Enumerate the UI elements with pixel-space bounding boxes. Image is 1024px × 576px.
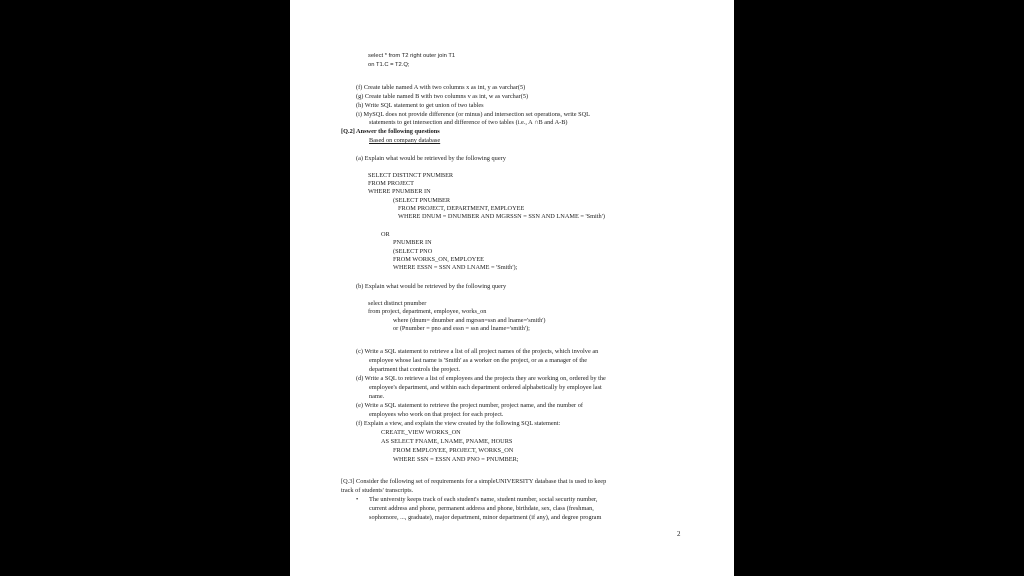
question-item-i-cont: statements to get intersection and difference of two tables (i.e., A ∩B and A-B)	[369, 119, 568, 126]
query-line: where (dnum= dnumber and mgrssn=ssn and lname='smith')	[393, 317, 546, 324]
query-line: PNUMBER IN	[393, 239, 432, 246]
query-line: FROM PROJECT	[368, 180, 415, 187]
q2-heading: [Q.2] Answer the following questions	[341, 128, 440, 135]
query-line: select distinct pnumber	[368, 300, 427, 307]
question-item-f: (f) Create table named A with two columns x as int, y as varchar(5)	[356, 84, 526, 91]
question-item-h: (h) Write SQL statement to get union of two tables	[356, 102, 484, 109]
q2-f-prompt: (f) Explain a view, and explain the view created by the following SQL statement:	[356, 420, 561, 427]
q2-d-text: name.	[369, 393, 385, 400]
sql-line: on T1.C = T2.Q;	[368, 62, 410, 68]
question-item-i: (i) MySQL does not provide difference (or minus) and intersection set operations, write SQL	[356, 111, 590, 118]
q2-e-text: employees who work on that project for each project.	[369, 411, 504, 418]
query-line: WHERE ESSN = SSN AND LNAME = 'Smith');	[393, 264, 518, 271]
q3-bullet-text: sophomore, ..., graduate), major department, minor department (if any), and degree program	[369, 514, 602, 521]
q2-c-text: department that controls the project.	[369, 366, 461, 373]
or-label: OR	[381, 231, 390, 238]
query-line: FROM WORKS_ON, EMPLOYEE	[393, 256, 485, 263]
q3-bullet-text: The university keeps track of each student's name, student number, social security number,	[369, 496, 598, 503]
query-line: (SELECT PNUMBER	[393, 197, 451, 204]
query-line: FROM PROJECT, DEPARTMENT, EMPLOYEE	[398, 205, 525, 212]
view-line: WHERE SSN = ESSN AND PNO = PNUMBER;	[393, 456, 519, 463]
q3-bullet-text: current address and phone, permanent address and phone, birthdate, sex, class (freshman,	[369, 505, 594, 512]
q2-a-prompt: (a) Explain what would be retrieved by the following query	[356, 155, 506, 162]
query-line: WHERE PNUMBER IN	[368, 188, 431, 195]
q2-d-text: employee's department, and within each department ordered alphabetically by employee last	[369, 384, 602, 391]
query-line: (SELECT PNO	[393, 248, 433, 255]
question-item-g: (g) Create table named B with two columns v as int, w as varchar(5)	[356, 93, 529, 100]
view-line: AS SELECT FNAME, LNAME, PNAME, HOURS	[381, 438, 513, 445]
view-line: FROM EMPLOYEE, PROJECT, WORKS_ON	[393, 447, 514, 454]
q3-intro: [Q.3] Consider the following set of requirements for a simpleUNIVERSITY database that is used to keep	[341, 478, 607, 485]
q2-b-prompt: (b) Explain what would be retrieved by the following query	[356, 283, 507, 290]
q2-d-text: (d) Write a SQL to retrieve a list of employees and the projects they are working on, ordered by the	[356, 375, 606, 382]
query-line: or (Pnumber = pno and essn = ssn and lname='smith');	[393, 325, 530, 332]
query-line: from project, department, employee, works_on	[368, 308, 487, 315]
q3-intro: track of students' transcripts.	[341, 487, 414, 494]
sql-line: select * from T2 right outer join T1	[368, 53, 456, 59]
page-number: 2	[677, 530, 681, 538]
query-line: SELECT DISTINCT PNUMBER	[368, 172, 454, 179]
bullet-icon: •	[356, 496, 359, 503]
document-page	[290, 0, 734, 576]
q2-subheading: Based on company database	[369, 137, 441, 144]
query-line: WHERE DNUM = DNUMBER AND MGRSSN = SSN AND LNAME = 'Smith')	[398, 213, 605, 220]
view-line: CREATE_VIEW WORKS_ON	[381, 429, 461, 436]
q2-c-text: (c) Write a SQL statement to retrieve a list of all project names of the projects, which involve an	[356, 348, 599, 355]
q2-e-text: (e) Write a SQL statement to retrieve the project number, project name, and the number of	[356, 402, 583, 409]
q2-c-text: employee whose last name is 'Smith' as a worker on the project, or as a manager of the	[369, 357, 588, 364]
